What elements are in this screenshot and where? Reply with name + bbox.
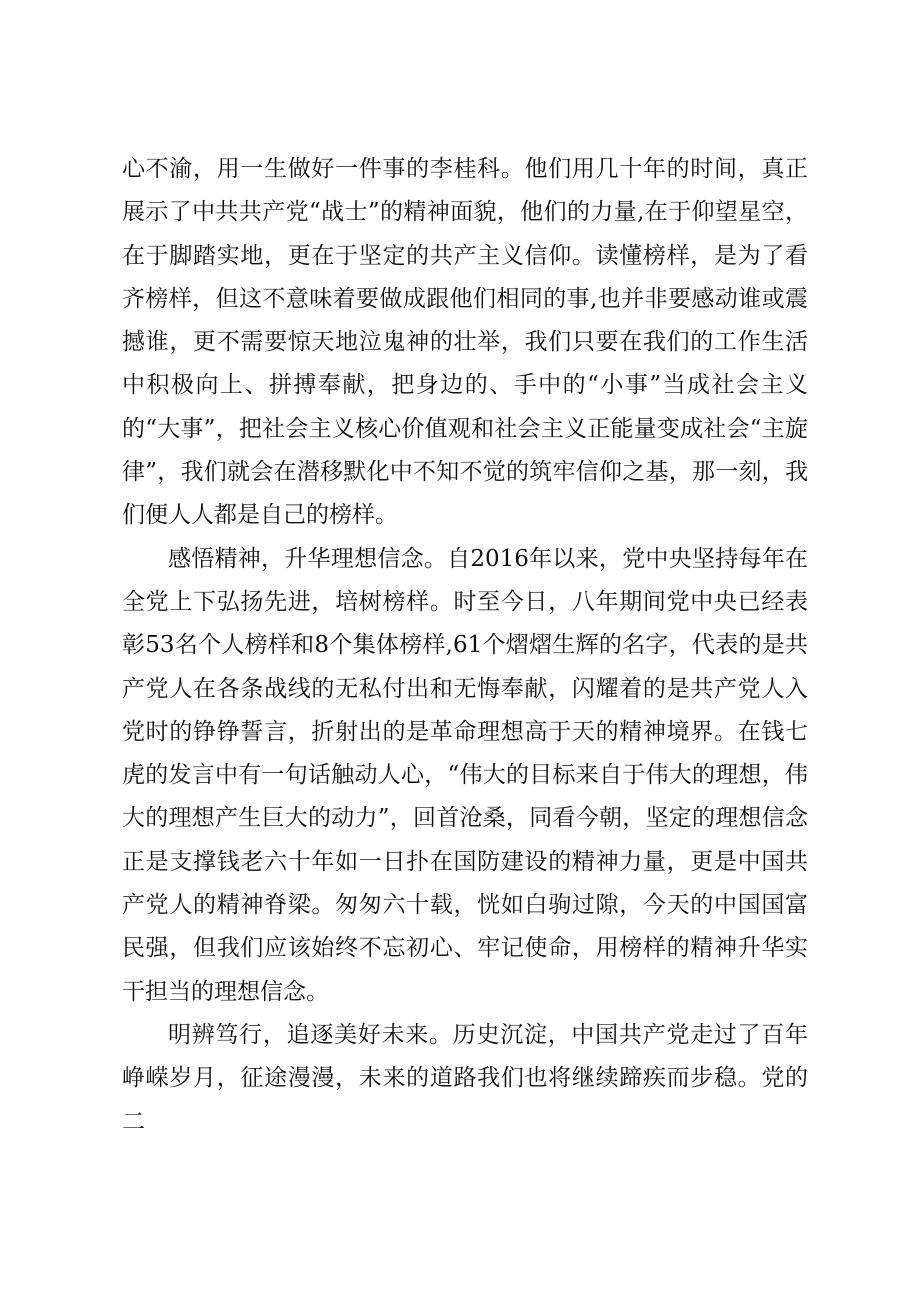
paragraph-1: 心不渝，用一生做好一件事的李桂科。他们用几十年的时间，真正展示了中共共产党“战士”的精神面貌，他们的力量,在于仰望星空，在于脚踏实地，更在于坚定的共产主义信仰。读懂榜样，是为了看齐榜样，但这不意味着要做成跟他们相同的事,也并非要感动谁或震撼谁，更不需要惊天地泣鬼神的壮举，我们只要在我们的工作生活中积极向上、拼搏奉献，把身边的、手中的“小事”当成社会主义的“大事”，把社会主义核心价值观和社会主义正能量变成社会“主旋律”，我们就会在潜移默化中不知不觉的筑牢信仰之基，那一刻，我们便人人都是自己的榜样。 bbox=[122, 156, 808, 529]
paragraph-3: 明辨笃行，追逐美好未来。历史沉淀，中国共产党走过了百年峥嵘岁月，征途漫漫，未来的道路我们也将继续蹄疾而步稳。党的二 bbox=[122, 1021, 808, 1135]
paragraph-2: 感悟精神，升华理想信念。自2016年以来，党中央坚持每年在全党上下弘扬先进，培树榜样。时至今日，八年期间党中央已经表彰53名个人榜样和8个集体榜样,61个熠熠生辉的名字，代表的是共产党人在各条战线的无私付出和无悔奉献，闪耀着的是共产党人入党时的铮铮誓言，折射出的是革命理想高于天的精神境界。在钱七虎的发言中有一句话触动人心，“伟大的目标来自于伟大的理想，伟大的理想产生巨大的动力”，回首沧桑，同看今朝，坚定的理想信念正是支撑钱老六十年如一日扑在国防建设的精神力量，更是中国共产党人的精神脊梁。匆匆六十载，恍如白驹过隙，今天的中国国富民强，但我们应该始终不忘初心、牢记使命，用榜样的精神升华实干担当的理想信念。 bbox=[122, 545, 808, 1005]
document-body bbox=[122, 148, 808, 1144]
